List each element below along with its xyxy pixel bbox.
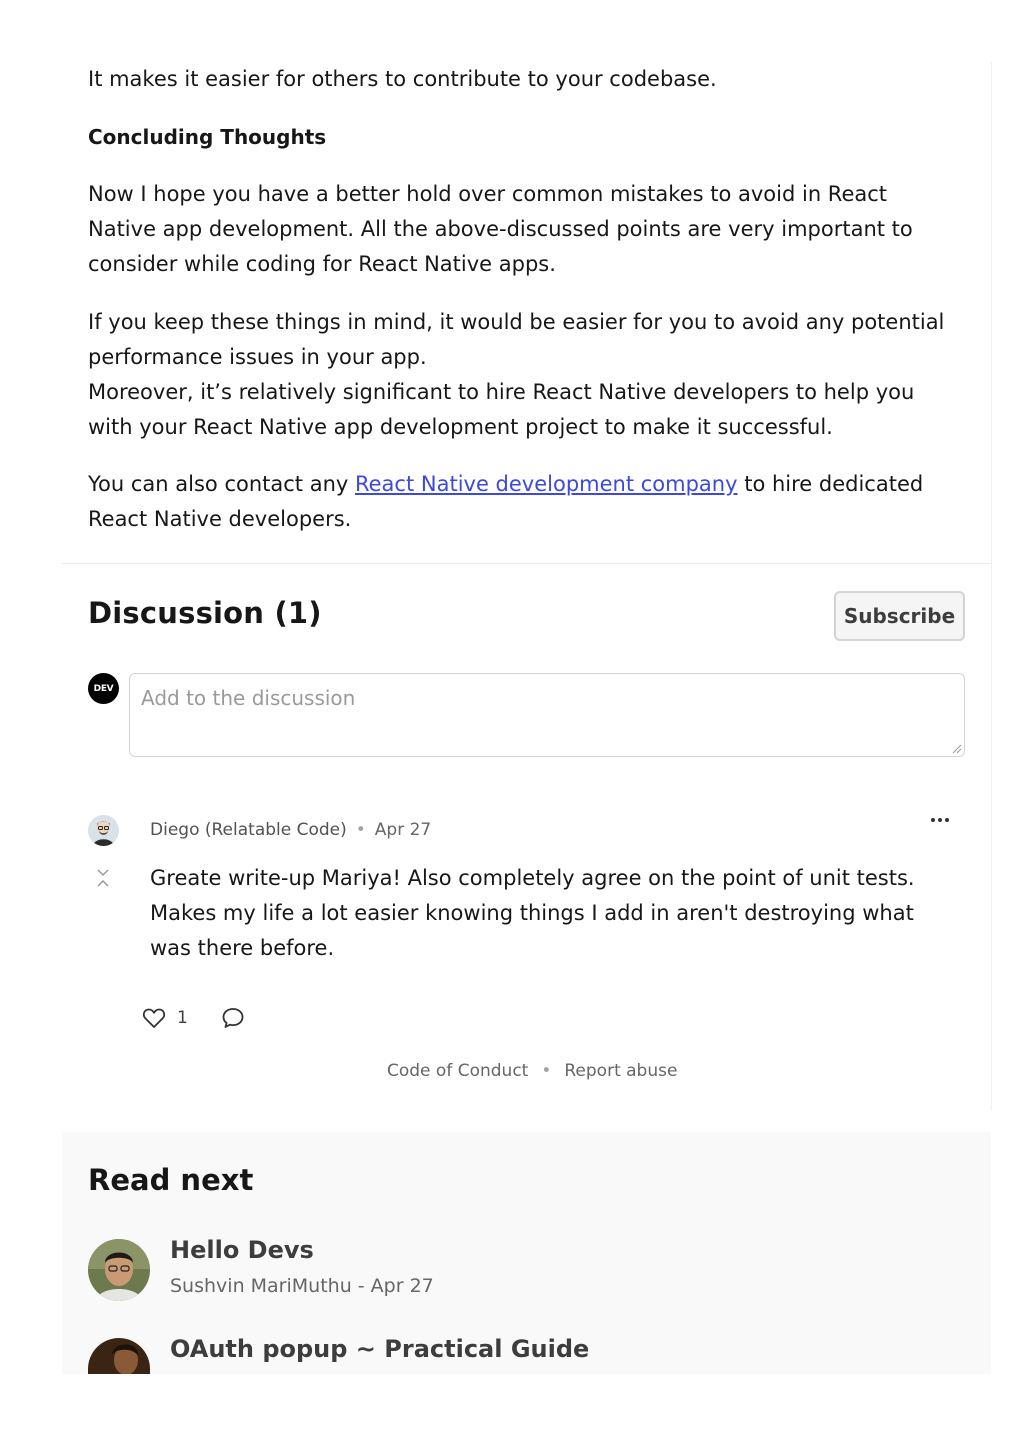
dev-badge: DEV [88,673,119,704]
like-button[interactable] [141,1004,188,1032]
report-abuse-link[interactable]: Report abuse [564,1061,678,1081]
comment-date[interactable]: Apr 27 [374,820,432,840]
comment-author[interactable]: Diego (Relatable Code) [150,820,347,840]
heart-icon [141,1006,167,1030]
avatar-illustration [88,815,119,846]
section-heading: Concluding Thoughts [88,125,327,149]
subscribe-button[interactable]: Subscribe [834,591,965,641]
comment-icon[interactable] [219,1004,247,1032]
article-sentence: If you keep these things in mind, it would be easier for you to avoid any potential performance issues in your app. [88,310,945,369]
article-paragraph: Now I hope you have a better hold over common mistakes to avoid in React Native app development. All the above-discussed points are very important to consider while coding for React Native apps. [88,182,913,276]
meta-separator: • [355,820,366,840]
article-text: to hire dedicated React Native developers. [88,472,924,531]
section-divider [62,563,991,564]
commenter-avatar[interactable] [88,815,119,846]
read-next-item-title[interactable]: Hello Devs [170,1236,314,1264]
read-next-item-meta: Sushvin MariMuthu - Apr 27 [170,1275,434,1297]
discussion-footer [387,1061,677,1081]
discussion-title: Discussion (1) [88,596,322,630]
comment-input[interactable] [129,673,965,757]
code-of-conduct-link[interactable]: Code of Conduct [387,1061,529,1081]
ellipsis-icon[interactable] [926,808,954,832]
footer-separator: • [541,1061,552,1081]
comment-meta [150,820,431,840]
article-text: You can also contact any [88,472,355,496]
article-paragraph: It makes it easier for others to contribute to your codebase. [88,67,717,91]
collapse-icon[interactable] [93,867,113,889]
read-next-item-title[interactable]: OAuth popup ~ Practical Guide [170,1335,590,1363]
read-next-title: Read next [88,1163,254,1197]
read-next-avatar[interactable] [88,1239,150,1301]
like-count: 1 [177,1008,188,1028]
react-native-company-link[interactable]: React Native development company [354,472,738,496]
article-paragraph [88,305,958,445]
article-paragraph [88,467,968,537]
comment-placeholder: Add to the discussion [141,686,356,710]
article-sentence: Moreover, it’s relatively significant to hire React Native developers to help you with your React Native app development project to make it successful. [88,380,915,439]
avatar-photo [88,1239,150,1301]
resize-grip-icon[interactable] [952,744,962,754]
comment-text: Greate write-up Mariya! Also completely agree on the point of unit tests. Makes my life a lot easier knowing things I add in aren't destroying what was there before. [150,866,915,960]
